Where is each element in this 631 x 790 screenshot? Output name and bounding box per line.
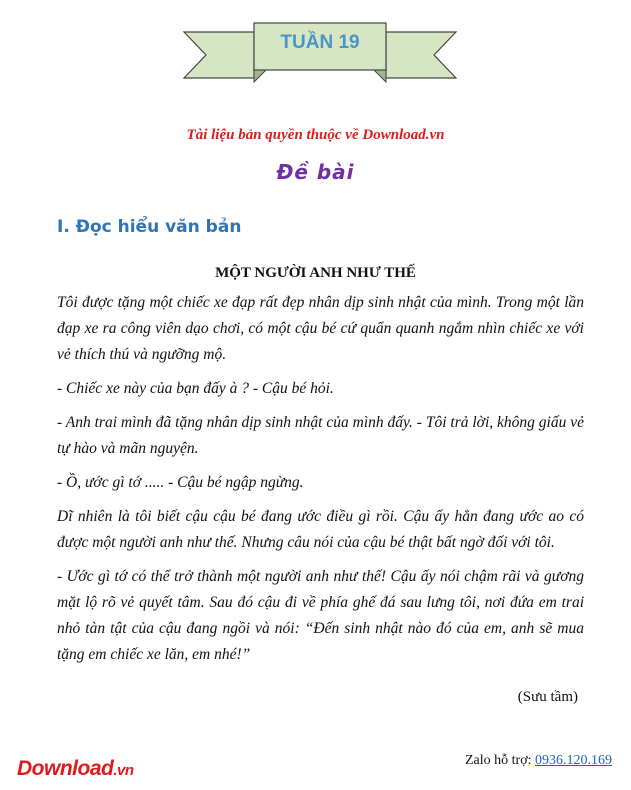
- story-title: MỘT NGƯỜI ANH NHƯ THẾ: [215, 265, 416, 281]
- zalo-label: Zalo hỗ trợ:: [465, 753, 535, 768]
- story-paragraph: Tôi được tặng một chiếc xe đạp rất đẹp nhân dịp sinh nhật của mình. Trong một lần đạp xe ra công viên dạo chơi, có một cậu bé cứ quẩn quanh ngắm nhìn chiếc xe với vẻ thích thú và ngưỡng mộ.: [57, 294, 584, 363]
- copyright-notice: Tài liệu bản quyền thuộc về Download.vn: [186, 127, 445, 143]
- story-body: [57, 290, 584, 676]
- story-paragraph: - Chiếc xe này của bạn đấy à ? - Cậu bé hỏi.: [57, 380, 334, 397]
- logo-main: Download: [17, 757, 114, 780]
- logo-suffix: .vn: [113, 762, 134, 779]
- zalo-support: [465, 753, 612, 769]
- week-title: TUẦN 19: [280, 32, 360, 53]
- story-paragraph: - Anh trai mình đã tặng nhân dịp sinh nhật của mình đấy. - Tôi trả lời, không giấu vẻ tự hào và mãn nguyện.: [57, 414, 584, 457]
- story-paragraph: - Ồ, ước gì tớ ..... - Cậu bé ngập ngừng.: [57, 474, 304, 491]
- assignment-heading: Đề bài: [276, 160, 355, 184]
- section-heading: I. Đọc hiểu văn bản: [57, 217, 242, 237]
- download-logo[interactable]: [17, 757, 134, 781]
- story-paragraph: Dĩ nhiên là tôi biết cậu cậu bé đang ước điều gì rồi. Cậu ấy hẳn đang ước ao có được một người anh như thế. Nhưng câu nói của cậu bé thật bất ngờ đối với tôi.: [57, 508, 584, 551]
- story-source: (Sưu tầm): [517, 689, 578, 705]
- story-paragraph: - Ước gì tớ có thể trở thành một người anh như thế! Cậu ấy nói chậm rãi và gương mặt lộ rõ vẻ quyết tâm. Sau đó cậu đi về phía ghế đá sau lưng tôi, nơi đứa em trai nhỏ tàn tật của cậu đang ngồi và nói: “Đến sinh nhật nào đó của em, anh sẽ mua tặng em chiếc xe lăn, em nhé!”: [57, 568, 584, 663]
- zalo-phone-link[interactable]: 0936.120.169: [535, 753, 612, 768]
